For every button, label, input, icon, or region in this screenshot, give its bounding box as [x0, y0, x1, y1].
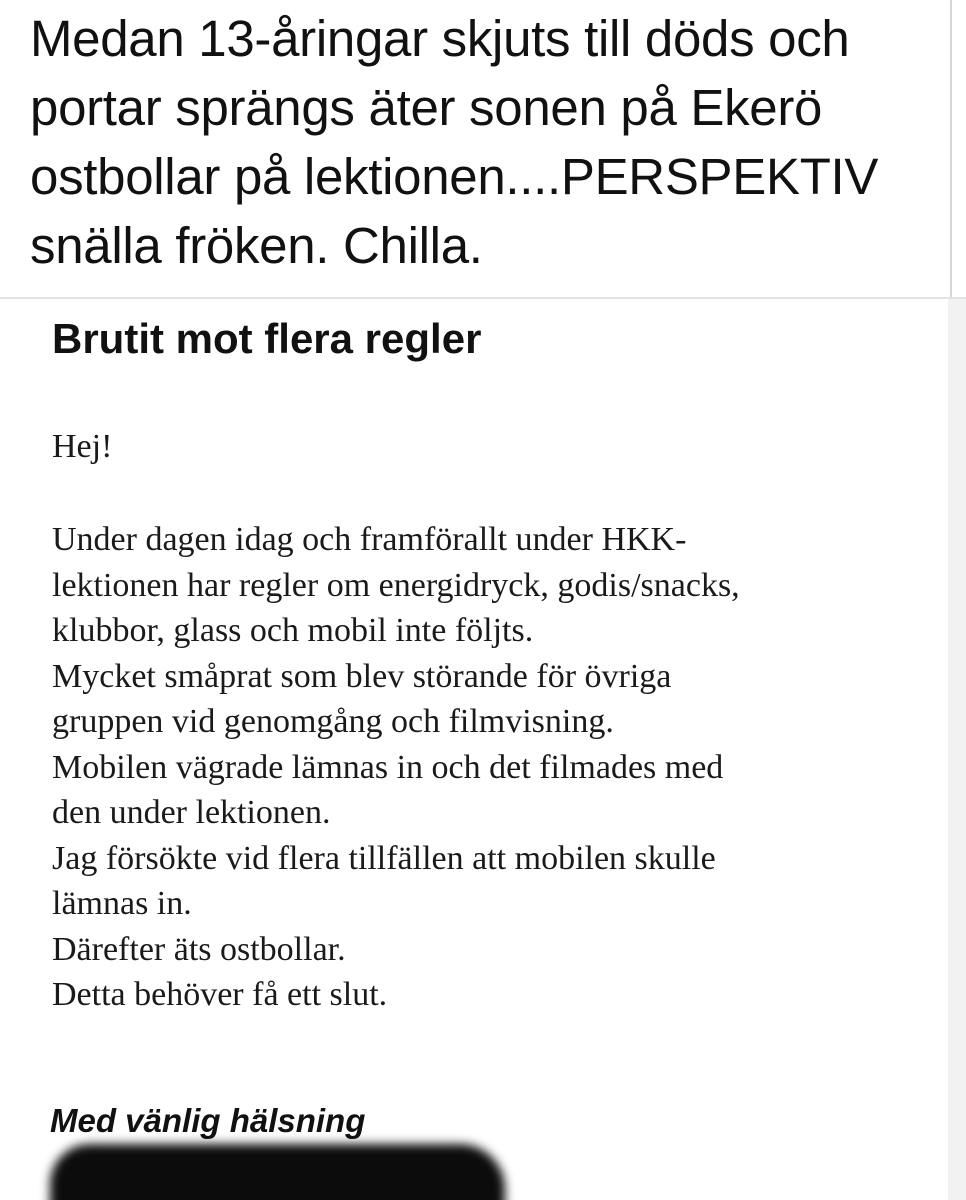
email-signoff: Med vänlig hälsning [50, 1102, 366, 1139]
email-greeting: Hej! [52, 428, 113, 465]
email-screenshot [0, 299, 966, 1200]
email-body-line: gruppen vid genomgång och filmvisning. [52, 703, 614, 740]
post-caption [0, 0, 950, 297]
email-body [52, 517, 932, 1018]
email-body-line: lektionen har regler om energidryck, godis/snacks, [52, 566, 740, 604]
email-body-line: klubbor, glass och mobil inte följts. [52, 612, 534, 649]
post-caption-text [30, 4, 945, 280]
email-body-line: Under dagen idag och framförallt under HKK- [52, 521, 687, 558]
email-body-line: Därefter äts ostbollar. [52, 930, 346, 968]
email-body-line: Mycket småprat som blev störande för övriga [52, 657, 672, 695]
caption-right-border [950, 0, 952, 300]
email-body-line: lämnas in. [52, 885, 192, 922]
caption-line: snälla fröken. Chilla. [30, 217, 483, 274]
email-body-line: Detta behöver få ett slut. [52, 976, 388, 1013]
email-body-line: Mobilen vägrade lämnas in och det filmades med [52, 748, 724, 786]
caption-line: ostbollar på lektionen....PERSPEKTIV [30, 148, 879, 205]
scrollbar-track[interactable] [948, 299, 966, 1200]
email-body-line: Jag försökte vid flera tillfällen att mobilen skulle [52, 839, 716, 877]
email-subject: Brutit mot flera regler [52, 315, 482, 362]
caption-line: portar sprängs äter sonen på Ekerö [30, 79, 823, 136]
redacted-signature [50, 1144, 505, 1200]
caption-line: Medan 13-åringar skjuts till döds och [30, 10, 850, 67]
email-body-line: den under lektionen. [52, 794, 331, 831]
